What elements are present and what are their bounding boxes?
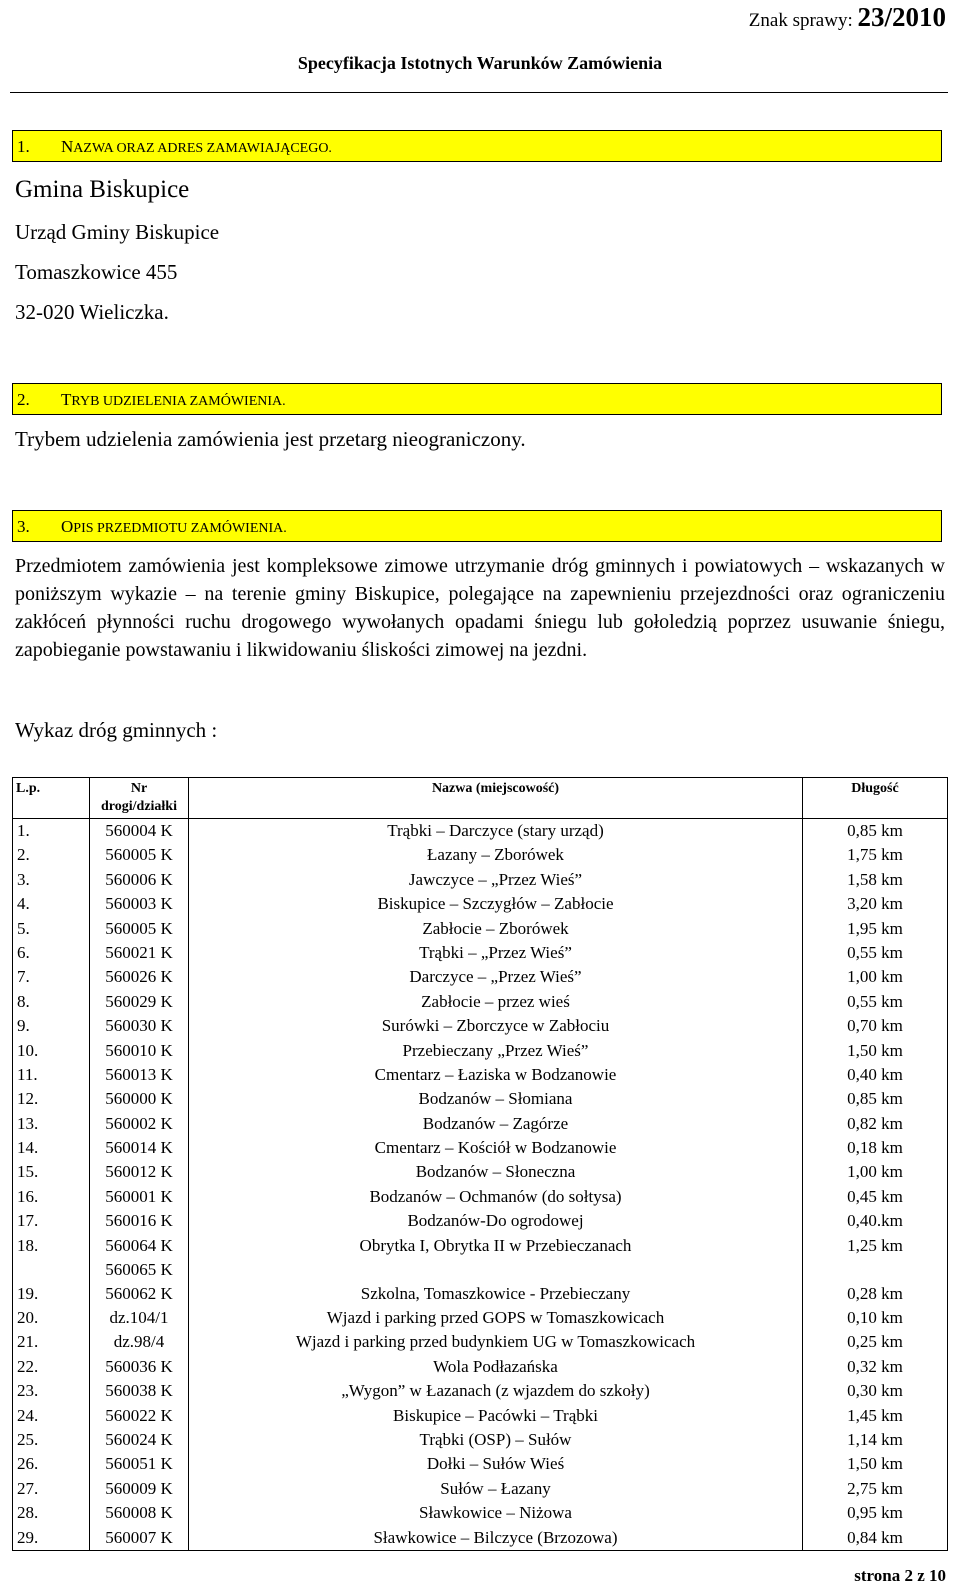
cell-road-name [189,990,803,1014]
cell-road-name [189,1501,803,1525]
cell-road-name [189,1477,803,1501]
cell-road-name [189,1306,803,1330]
cell-lp [13,990,90,1014]
cell-road-number-text: 560026 K [105,967,173,987]
cell-length [803,892,948,916]
cell-length-text: 0,84 km [847,1527,903,1547]
cell-road-number [90,1501,189,1525]
cell-length [803,1014,948,1038]
cell-lp-text: 4. [17,894,30,914]
cell-length-text: 1,58 km [847,869,903,889]
procedure-text: Trybem udzielenia zamówienia jest przetarg nieograniczony. [15,427,526,451]
cell-road-number-text: 560006 K [105,869,173,889]
table-row [13,1379,948,1403]
cell-lp-text: 10. [17,1040,39,1060]
cell-road-number-text: 560029 K [105,991,173,1011]
cell-road-number [90,819,189,844]
cell-road-number-text: 560009 K [105,1478,173,1498]
cell-length-text: 2,75 km [847,1478,903,1498]
table-row [13,965,948,989]
cell-length-text: 1,14 km [847,1429,903,1449]
case-number-line [749,2,946,33]
cell-lp [13,1379,90,1403]
cell-lp-text: 6. [17,942,30,962]
cell-road-name-text: Trąbki – Darczyce (stary urząd) [387,821,604,840]
table-row [13,1063,948,1087]
cell-length [803,1355,948,1379]
cell-road-name [189,1379,803,1403]
cell-road-number-text: 560012 K [105,1162,173,1182]
cell-road-name-text: Zabłocie – Zborówek [422,918,569,938]
cell-lp-text: 1. [17,821,30,840]
cell-road-name-text: Zabłocie – przez wieś [421,991,570,1011]
table-row [13,917,948,941]
org-name: Gmina Biskupice [15,176,190,203]
cell-lp [13,1087,90,1111]
cell-road-number-text: 560051 K [105,1454,173,1474]
cell-length [803,843,948,867]
cell-length-text: 0,18 km [847,1138,903,1158]
cell-lp-text: 18. [17,1235,39,1255]
cell-road-number-text: dz.98/4 [113,1332,165,1352]
cell-length [803,1404,948,1428]
spec-title: Specyfikacja Istotnych Warunków Zamówienia [297,53,663,73]
table-row [13,1112,948,1136]
cell-length-text: 1,45 km [847,1405,903,1425]
table-row [13,1234,948,1282]
cell-lp-text: 22. [17,1356,39,1376]
cell-lp [13,1452,90,1476]
cell-road-name [189,1428,803,1452]
cell-lp-text: 5. [17,918,30,938]
section-2-title-initial: T [61,390,72,409]
cell-lp-text: 9. [17,1016,30,1036]
cell-road-name [189,843,803,867]
cell-lp-text: 29. [17,1527,39,1547]
cell-length [803,917,948,941]
header-length: Długość [803,778,948,819]
cell-length [803,1160,948,1184]
cell-lp-text: 20. [17,1308,39,1328]
cell-road-number [90,1452,189,1476]
cell-road-number-text: 560013 K [105,1064,173,1084]
cell-road-number [90,1014,189,1038]
cell-lp [13,1063,90,1087]
cell-road-name [189,1087,803,1111]
cell-road-number-text: 560005 K [105,845,173,865]
cell-lp-text: 3. [17,869,30,889]
cell-length [803,965,948,989]
cell-road-name [189,1185,803,1209]
cell-lp [13,1209,90,1233]
cell-length [803,1087,948,1111]
cell-length-text: 1,25 km [847,1235,903,1255]
cell-road-name-text: Bodzanów – Ochmanów (do sołtysa) [369,1186,622,1206]
cell-length-text: 0,45 km [847,1186,903,1206]
cell-lp-text: 26. [17,1454,39,1474]
cell-lp [13,1428,90,1452]
cell-road-name-text: Bodzanów-Do ogrodowej [407,1211,584,1231]
cell-length-text: 0,85 km [847,821,903,840]
cell-road-name-text: Przebieczany „Przez Wieś” [402,1040,589,1060]
table-row [13,1355,948,1379]
cell-road-number-text: 560064 K [105,1235,173,1255]
cell-length-text: 1,95 km [847,918,903,938]
cell-length [803,1477,948,1501]
table-row [13,1014,948,1038]
cell-length [803,1330,948,1354]
cell-road-name-text: Bodzanów – Zagórze [422,1113,569,1133]
cell-road-name-text: Biskupice – Szczygłów – Zabłocie [377,894,614,914]
header-road-name: Nazwa (miejscowość) [189,778,803,819]
cell-lp-text: 24. [17,1405,39,1425]
cell-road-name-text: Dołki – Sułów Wieś [426,1454,565,1474]
cell-road-name-text: „Wygon” w Łazanach (z wjazdem do szkoły) [341,1381,650,1401]
cell-lp-text: 7. [17,967,30,987]
cell-road-number [90,1477,189,1501]
cell-road-number-text: 560030 K [105,1016,173,1036]
cell-length [803,1234,948,1282]
table-row [13,1452,948,1476]
table-row [13,892,948,916]
table-row [13,1526,948,1551]
cell-road-number-text: 560003 K [105,894,173,914]
cell-length [803,1428,948,1452]
cell-lp [13,892,90,916]
cell-road-name-text: Trąbki – „Przez Wieś” [419,942,572,962]
cell-road-number-text: 560004 K [105,821,173,840]
header-lp: L.p. [13,778,90,819]
cell-road-name [189,1526,803,1551]
cell-road-number [90,1087,189,1111]
cell-road-name [189,1014,803,1038]
cell-lp-text: 16. [17,1186,39,1206]
cell-length-text: 0,30 km [847,1381,903,1401]
subject-description: Przedmiotem zamówienia jest kompleksowe zimowe utrzymanie dróg gminnych i powiatowych – wskazanych w poniższym wykazie – na terenie gminy Biskupice, polegające na zapewnieniu przejezdności oraz ograniczeniu zakłóceń płynności ruchu drogowego wywołanych opadami śniegu lub gołoledzią poprzez usuwanie śniegu, zapobieganie powstawaniu i likwidowaniu śliskości zimowej na jezdni. [15,555,945,661]
cell-road-number-text: 560007 K [105,1527,173,1547]
cell-length-text: 0,28 km [847,1283,903,1303]
cell-road-number [90,1234,189,1282]
table-row [13,1087,948,1111]
cell-road-number [90,941,189,965]
cell-road-number [90,917,189,941]
cell-road-name-text: Bodzanów – Słoneczna [415,1162,576,1182]
cell-lp [13,1039,90,1063]
cell-length [803,1526,948,1551]
cell-road-name-text: Darczyce – „Przez Wieś” [409,967,582,987]
table-row [13,1282,948,1306]
cell-length-text: 1,75 km [847,845,903,865]
cell-length-text: 1,00 km [847,967,903,987]
city-address: 32-020 Wieliczka. [15,300,169,324]
cell-lp [13,941,90,965]
table-row [13,1330,948,1354]
cell-road-number [90,1404,189,1428]
cell-road-name-text: Łazany – Zborówek [427,845,564,865]
cell-lp [13,1234,90,1282]
cell-road-name [189,868,803,892]
cell-length [803,1039,948,1063]
cell-lp [13,1282,90,1306]
cell-road-name-text: Jawczyce – „Przez Wieś” [408,869,583,889]
table-row [13,1404,948,1428]
cell-road-number [90,1428,189,1452]
cell-lp-text: 2. [17,845,30,865]
cell-road-number [90,1282,189,1306]
table-row [13,1136,948,1160]
cell-road-number [90,1185,189,1209]
cell-lp [13,1526,90,1551]
cell-length-text: 1,50 km [847,1040,903,1060]
cell-road-name [189,1160,803,1184]
section-3-number: 3. [17,517,30,536]
cell-road-number-text: 560008 K [105,1503,173,1523]
cell-length [803,1452,948,1476]
cell-length [803,1282,948,1306]
cell-road-name [189,917,803,941]
cell-length-text: 1,00 km [847,1162,903,1182]
table-row [13,1306,948,1330]
cell-length-text: 0,10 km [847,1308,903,1328]
cell-lp [13,1112,90,1136]
cell-lp [13,1185,90,1209]
cell-road-number [90,1112,189,1136]
cell-road-name [189,1282,803,1306]
cell-road-number [90,1136,189,1160]
cell-road-number [90,1039,189,1063]
cell-road-name [189,1452,803,1476]
cell-length-text: 0,40 km [847,1064,903,1084]
cell-road-number-text-2: 560065 K [105,1259,173,1279]
cell-lp-text: 13. [17,1113,39,1133]
cell-road-name-text: Cmentarz – Łaziska w Bodzanowie [374,1064,617,1084]
section-2-heading [12,383,942,415]
cell-road-number-text: 560005 K [105,918,173,938]
cell-lp-text: 25. [17,1429,39,1449]
cell-length [803,1185,948,1209]
section-3-title-initial: O [61,517,74,536]
cell-road-number-text: 560000 K [105,1089,173,1109]
cell-road-number [90,990,189,1014]
cell-road-name-text: Sułów – Łazany [440,1478,551,1498]
cell-length [803,941,948,965]
section-1-number: 1. [17,137,30,156]
cell-road-number [90,965,189,989]
cell-road-name-text: Wjazd i parking przed budynkiem UG w Tomaszkowicach [295,1332,696,1352]
cell-road-name [189,819,803,844]
cell-lp [13,1014,90,1038]
cell-lp [13,917,90,941]
cell-lp [13,843,90,867]
section-3-heading [12,510,942,542]
table-row [13,1428,948,1452]
cell-road-name-text: Sławkowice – Niżowa [419,1503,572,1523]
cell-lp [13,1404,90,1428]
cell-road-name [189,1063,803,1087]
cell-lp [13,1355,90,1379]
cell-road-number [90,868,189,892]
cell-road-number-text: 560002 K [105,1113,173,1133]
cell-road-name-text: Surówki – Zborczyce w Zabłociu [381,1016,610,1036]
cell-lp-text: 23. [17,1381,39,1401]
cell-length-text: 0,85 km [847,1089,903,1109]
cell-lp [13,1306,90,1330]
table-row [13,1160,948,1184]
cell-road-name-text: Wola Podłazańska [433,1356,558,1376]
table-row [13,990,948,1014]
table-row [13,1039,948,1063]
cell-length-text: 0,55 km [847,942,903,962]
cell-length-text: 1,50 km [847,1454,903,1474]
cell-road-name-text: Sławkowice – Bilczyce (Brzozowa) [373,1527,618,1547]
section-2-number: 2. [17,390,30,409]
cell-lp-text: 14. [17,1138,39,1158]
cell-road-name [189,965,803,989]
cell-length [803,1112,948,1136]
cell-lp-text: 27. [17,1478,39,1498]
cell-road-name [189,892,803,916]
cell-road-number [90,1379,189,1403]
cell-length [803,1306,948,1330]
cell-length [803,1501,948,1525]
cell-lp-text: 21. [17,1332,39,1352]
cell-lp [13,1330,90,1354]
section-1-title-initial: N [61,137,74,156]
cell-road-name [189,1404,803,1428]
cell-road-number [90,1355,189,1379]
cell-road-number-text: 560016 K [105,1211,173,1231]
cell-road-name-text: Szkolna, Tomaszkowice - Przebieczany [360,1283,631,1303]
cell-road-number [90,1526,189,1551]
cell-lp-text: 17. [17,1211,39,1231]
cell-road-number [90,1063,189,1087]
table-row [13,1477,948,1501]
cell-lp [13,965,90,989]
table-row [13,868,948,892]
cell-road-number [90,892,189,916]
cell-length [803,868,948,892]
cell-lp [13,1477,90,1501]
cell-road-number-text: 560001 K [105,1186,173,1206]
cell-road-name-text: Trąbki (OSP) – Sułów [419,1429,572,1449]
cell-road-number-text: 560014 K [105,1138,173,1158]
cell-length-text: 0,25 km [847,1332,903,1352]
cell-length [803,990,948,1014]
cell-road-name-text: Wjazd i parking przed GOPS w Tomaszkowicach [326,1308,665,1328]
cell-lp-text: 15. [17,1162,39,1182]
cell-road-number [90,1330,189,1354]
table-header-row [13,778,948,819]
cell-length-text: 0,70 km [847,1016,903,1036]
cell-length-text: 3,20 km [847,894,903,914]
cell-road-name [189,1330,803,1354]
table-row [13,1209,948,1233]
cell-length [803,1136,948,1160]
cell-road-name-text: Bodzanów – Słomiana [418,1089,573,1109]
cell-road-name [189,941,803,965]
cell-road-number [90,1160,189,1184]
cell-road-number-text: 560022 K [105,1405,173,1425]
cell-road-name [189,1234,803,1282]
cell-length [803,1063,948,1087]
section-1-heading [12,130,942,162]
cell-lp-text: 8. [17,991,30,1011]
table-row [13,843,948,867]
cell-road-number-text: 560036 K [105,1356,173,1376]
cell-length [803,1379,948,1403]
header-divider [10,92,948,93]
cell-lp [13,1160,90,1184]
cell-lp-text: 11. [17,1064,38,1084]
cell-lp [13,868,90,892]
cell-road-number [90,1306,189,1330]
section-1-title-rest: AZWA ORAZ ADRES ZAMAWIAJĄCEGO. [73,141,332,156]
roads-table-body [13,819,948,1551]
table-row [13,1185,948,1209]
cell-road-number-text: 560010 K [105,1040,173,1060]
cell-lp-text: 12. [17,1089,39,1109]
cell-road-name [189,1112,803,1136]
cell-lp [13,1501,90,1525]
cell-length-text: 0,82 km [847,1113,903,1133]
section-3-title-rest: PIS PRZEDMIOTU ZAMÓWIENIA. [73,521,287,536]
cell-lp [13,819,90,844]
cell-road-number-text: 560038 K [105,1381,173,1401]
roads-table [12,777,948,1551]
cell-lp-text: 28. [17,1503,39,1523]
cell-road-number [90,1209,189,1233]
table-row [13,1501,948,1525]
cell-length-text: 0,40.km [847,1211,903,1231]
cell-road-name [189,1355,803,1379]
cell-road-number-text: dz.104/1 [109,1308,169,1328]
cell-length-text: 0,32 km [847,1356,903,1376]
road-list-title: Wykaz dróg gminnych : [15,718,218,742]
section-2-title-rest: RYB UDZIELENIA ZAMÓWIENIA. [71,394,286,409]
case-label: Znak sprawy: [748,10,853,31]
cell-road-name-text: Obrytka I, Obrytka II w Przebieczanach [359,1235,632,1255]
cell-road-number-text: 560024 K [105,1429,173,1449]
cell-road-name [189,1209,803,1233]
office-name: Urząd Gminy Biskupice [15,220,220,244]
cell-length-text: 0,55 km [847,991,903,1011]
header-road-number: Nr drogi/działki [90,778,189,819]
cell-road-number-text: 560062 K [105,1283,173,1303]
cell-lp-text: 19. [17,1283,39,1303]
case-number: 23/2010 [857,2,946,32]
table-row [13,941,948,965]
table-row [13,819,948,844]
cell-road-name [189,1136,803,1160]
cell-road-number-text: 560021 K [105,942,173,962]
cell-lp [13,1136,90,1160]
cell-road-name [189,1039,803,1063]
street-address: Tomaszkowice 455 [15,260,178,284]
cell-length [803,1209,948,1233]
cell-road-number [90,843,189,867]
cell-road-name-text: Cmentarz – Kościół w Bodzanowie [374,1138,617,1158]
cell-length [803,819,948,844]
cell-length-text: 0,95 km [847,1503,903,1523]
page-number: strona 2 z 10 [854,1566,946,1585]
cell-road-name-text: Biskupice – Pacówki – Trąbki [393,1405,598,1425]
